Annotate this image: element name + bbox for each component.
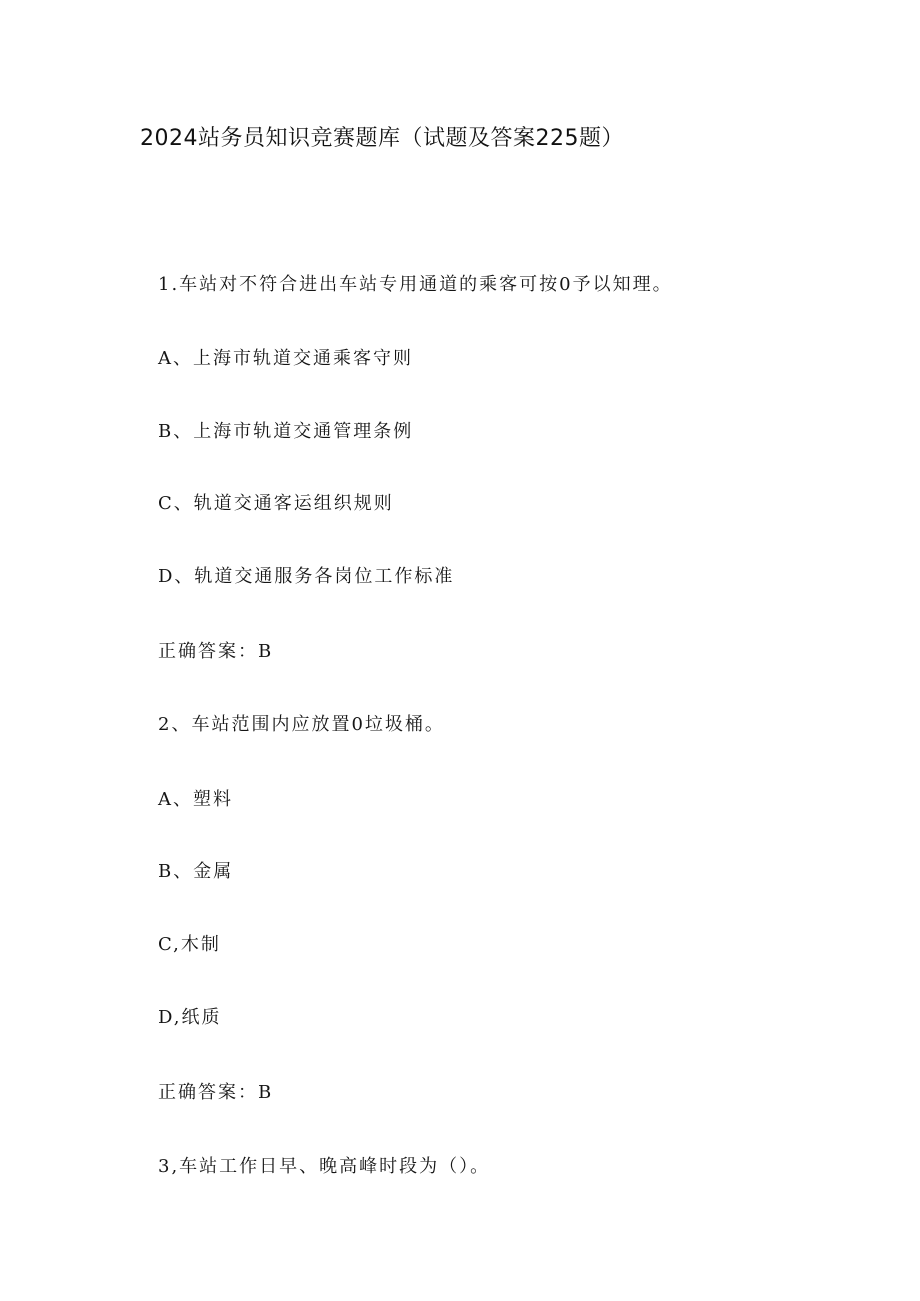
question-3-stem: 3,车站工作日早、晚高峰时段为（）。 (158, 1156, 491, 1177)
question-2-option-d: D,纸质 (158, 1007, 222, 1028)
question-2-option-c: C,木制 (158, 934, 221, 955)
question-2-answer: 正确答案：B (158, 1082, 274, 1103)
question-1-option-b: B、上海市轨道交通管理条例 (158, 421, 414, 442)
question-2-option-b: B、金属 (158, 861, 234, 882)
question-1-option-c: C、轨道交通客运组织规则 (158, 493, 394, 514)
question-1-option-d: D、轨道交通服务各岗位工作标准 (158, 566, 455, 587)
question-1-answer: 正确答案：B (158, 641, 274, 662)
question-2-stem: 2、车站范围内应放置0垃圾桶。 (158, 714, 445, 735)
question-1-option-a: A、上海市轨道交通乘客守则 (158, 348, 413, 369)
question-2-option-a: A、塑料 (158, 789, 233, 810)
question-1-stem: 1.车站对不符合进出车站专用通道的乘客可按0予以知理。 (158, 274, 673, 295)
document-title: 2024站务员知识竞赛题库（试题及答案225题） (140, 126, 624, 151)
